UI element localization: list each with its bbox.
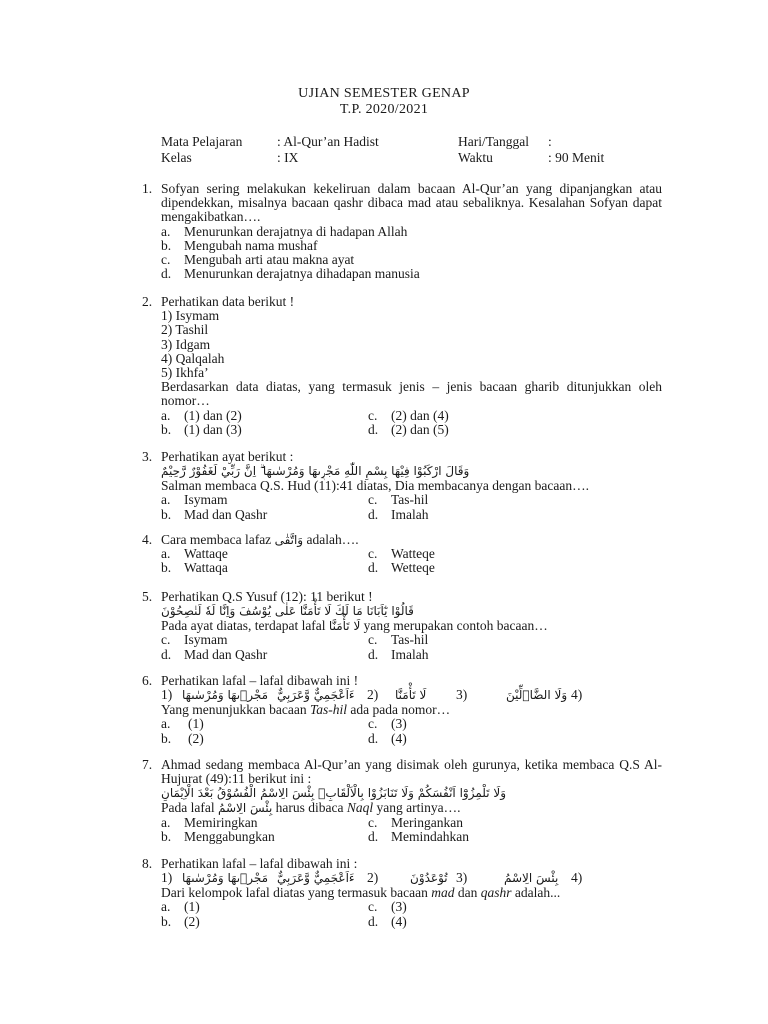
option-c: (3) bbox=[391, 716, 407, 732]
arabic-word: بِئْسَ الِاسْمُ bbox=[504, 871, 559, 886]
question-8: 8. Perhatikan lafal – lafal dibawah ini : 1) مَجْرٖىهَا وَمُرْسٰىهَا ءَاَعْجَمِيٌّ وَّعَرَبِيٌّ 2) تُوْعَدُوْنَ 3) بِئْسَ الِاسْمُ 4) Dari kelompok lafal diatas yang termasuk bacaan mad dan qashr adalah... a. (1) c. (3) b. (2) d. (4) bbox=[142, 856, 583, 929]
question-stem: Berdasarkan data diatas, yang termasuk jenis – jenis bacaan gharib ditunjukkan oleh nomor… bbox=[161, 379, 662, 409]
option-a: (1) dan (2) bbox=[184, 407, 242, 423]
time-value: : 90 Menit bbox=[548, 150, 605, 165]
option-row: b. Mengubah nama mushaf bbox=[161, 237, 318, 253]
class-value: : IX bbox=[277, 150, 299, 165]
question-6: 6. Perhatikan lafal – lafal dibawah ini ! 1) مَجْرٖىهَا وَمُرْسٰىهَا ءَاَعْجَمِيٌّ وَّعَرَبِيٌّ 2) لَا تَأْمَنَّا 3) وَلَا الضَّاۤلِّيْنَ 4) Yang menunjukkan bacaan Tas-hil ada pada nomor… a. (1) c. (3) b. (2) d. (4) bbox=[142, 673, 583, 746]
subject-label: Mata Pelajaran bbox=[161, 134, 243, 149]
question-number: 2. bbox=[142, 294, 153, 309]
question-4: 4. Cara membaca lafaz وَاتَّقٰى adalah…. a. Wattaqe c. Watteqe b. Wattaqa d. Wetteqe bbox=[142, 532, 435, 576]
question-number: 8. bbox=[142, 856, 153, 871]
exam-title: UJIAN SEMESTER GENAP bbox=[298, 86, 470, 101]
option-b: Wattaqa bbox=[184, 560, 228, 576]
arabic-verse: وَلَا تَلْمِزُوْٓا اَنْفُسَكُمْ وَلَا تَنَابَزُوْا بِالْاَلْقَابِۗ بِئْسَ الِاسْمُ الْفُسُوْقُ بَعْدَ الْاِيْمَانِ bbox=[161, 786, 507, 801]
question-number: 1. bbox=[142, 181, 153, 196]
arabic-word: ءَاَعْجَمِيٌّ وَّعَرَبِيٌّ bbox=[277, 688, 355, 703]
option-b: (2) bbox=[184, 913, 200, 929]
question-1 bbox=[142, 182, 662, 281]
exam-year: T.P. 2020/2021 bbox=[339, 102, 429, 117]
option-c: (2) dan (4) bbox=[391, 407, 449, 423]
question-number: 3. bbox=[142, 449, 153, 464]
option-c: Tas-hil bbox=[391, 632, 429, 648]
arabic-verse: قَالُوْا يٰٓاَبَانَا مَا لَكَ لَا تَأْمَنَّا عَلٰى يُوْسُفَ وَاِنَّا لَهٗ لَنٰصِحُوْنَ bbox=[161, 604, 414, 619]
question-7: 7. Ahmad sedang membaca Al-Qur’an yang disimak oleh gurunya, ketika membaca Q.S Al-Hujurat (49):11 berikut ini : وَلَا تَلْمِزُوْٓا اَنْفُسَكُمْ وَلَا تَنَابَزُوْا بِالْاَلْقَابِۗ بِئْسَ الِاسْمُ الْفُسُوْقُ بَعْدَ الْاِيْمَانِ Pada lafal بِئْسَ الِاسْمُ harus dibaca Naql yang artinya…. a. Memiringkan c. Meringankan b. Menggabungkan d. Memindahkan bbox=[142, 757, 662, 844]
question-stem: Cara membaca lafaz bbox=[161, 532, 272, 547]
option-d: Menurunkan derajatnya dihadapan manusia bbox=[184, 266, 420, 282]
option-a: Wattaqe bbox=[184, 546, 228, 562]
question-number: 5. bbox=[142, 589, 153, 604]
list-item: 2) Tashil bbox=[161, 322, 209, 338]
list-item: 3) Idgam bbox=[161, 336, 211, 352]
option-row: c. Mengubah arti atau makna ayat bbox=[161, 251, 355, 267]
day-value: : bbox=[548, 134, 552, 149]
list-item: 1) Isymam bbox=[161, 308, 220, 324]
question-2: 2. Perhatikan data berikut ! 1) Isymam 2) Tashil 3) Idgam 4) Qalqalah 5) Ikhfa’ Berdasarkan data diatas, yang termasuk jenis – jenis bacaan gharib ditunjukkan oleh nomor… a. (1) dan (2) c. (2) dan (4) b. (1) dan (3) d. (2) dan (5) bbox=[142, 294, 662, 437]
arabic-word: وَلَا الضَّاۤلِّيْنَ bbox=[506, 688, 568, 703]
option-d: Imalah bbox=[391, 646, 429, 662]
option-c: Tas-hil bbox=[391, 492, 429, 508]
day-label: Hari/Tanggal bbox=[458, 134, 530, 149]
option-b: Mad dan Qashr bbox=[184, 646, 268, 662]
arabic-word: وَاتَّقٰى bbox=[274, 533, 304, 547]
arabic-word: ءَاَعْجَمِيٌّ وَّعَرَبِيٌّ bbox=[277, 871, 355, 886]
option-b: (2) bbox=[188, 730, 204, 746]
option-a: Isymam bbox=[184, 632, 228, 648]
question-intro: Perhatikan lafal – lafal dibawah ini ! bbox=[161, 673, 359, 688]
option-c: Watteqe bbox=[391, 546, 435, 562]
question-stem: Ahmad sedang membaca Al-Qur’an yang disimak oleh gurunya, ketika membaca Q.S Al-Hujurat (49):11 berikut ini : bbox=[161, 757, 662, 787]
subject-value: : Al-Qur’an Hadist bbox=[277, 134, 379, 149]
arabic-word: مَجْرٖىهَا وَمُرْسٰىهَا bbox=[182, 688, 269, 703]
list-item: 4) Qalqalah bbox=[161, 350, 225, 366]
question-stem: Sofyan sering melakukan kekeliruan dalam bacaan Al-Qur’an yang dipanjangkan atau dipendekkan, misalnya bacaan qashr dibaca mad atau sebaliknya. Kesalahan Sofyan dapat mengakibatkan…. bbox=[161, 181, 662, 225]
option-d: Memindahkan bbox=[391, 828, 469, 844]
question-intro: Perhatikan lafal – lafal dibawah ini : bbox=[161, 856, 358, 871]
arabic-word: بِئْسَ الِاسْمُ bbox=[217, 801, 273, 816]
question-intro: Perhatikan data berikut ! bbox=[161, 294, 295, 309]
arabic-word: مَجْرٖىهَا وَمُرْسٰىهَا bbox=[182, 871, 269, 886]
list-item: 5) Ikhfa’ bbox=[161, 364, 209, 380]
option-c: (3) bbox=[391, 899, 407, 915]
class-label: Kelas bbox=[161, 150, 192, 165]
option-a: (1) bbox=[184, 899, 200, 915]
option-a: (1) bbox=[188, 716, 204, 732]
question-number: 7. bbox=[142, 757, 153, 772]
option-b: Mad dan Qashr bbox=[184, 506, 268, 522]
arabic-word: لَا تَأْمَنَّا bbox=[328, 619, 361, 634]
arabic-verse: وَقَالَ ارْكَبُوْا فِيْهَا بِسْمِ اللّٰهِ مَجْرٖىهَا وَمُرْسٰىهَا ۗ اِنَّ رَبِّيْ لَغَفُوْرٌ رَّحِيْمٌ bbox=[161, 464, 470, 479]
question-number: 4. bbox=[142, 532, 153, 547]
question-stem: Salman membaca Q.S. Hud (11):41 diatas, Dia membacanya dengan bacaan…. bbox=[161, 478, 589, 494]
question-stem: Pada ayat diatas, terdapat lafal bbox=[161, 618, 326, 634]
time-label: Waktu bbox=[458, 150, 493, 165]
arabic-word: لَا تَأْمَنَّا bbox=[395, 688, 427, 703]
option-d: (4) bbox=[391, 913, 407, 929]
question-5: 5. Perhatikan Q.S Yusuf (12): 11 berikut ! قَالُوْا يٰٓاَبَانَا مَا لَكَ لَا تَأْمَنَّا عَلٰى يُوْسُفَ وَاِنَّا لَهٗ لَنٰصِحُوْنَ Pada ayat diatas, terdapat lafal لَا تَأْمَنَّا yang merupakan contoh bacaan… c. Isymam c. Tas-hil d. Mad dan Qashr d. Imalah bbox=[142, 589, 548, 662]
option-b: Menggabungkan bbox=[184, 828, 275, 844]
option-c: Mengubah arti atau makna ayat bbox=[184, 251, 355, 267]
option-a: Menurunkan derajatnya di hadapan Allah bbox=[184, 223, 408, 239]
question-stem: Yang menunjukkan bacaan bbox=[161, 702, 307, 718]
option-b: (1) dan (3) bbox=[184, 421, 242, 437]
option-d: Imalah bbox=[391, 506, 429, 522]
option-row: a. Menurunkan derajatnya di hadapan Allah bbox=[161, 223, 408, 239]
option-d: (2) dan (5) bbox=[391, 421, 449, 437]
option-d: Wetteqe bbox=[391, 560, 435, 576]
option-d: (4) bbox=[391, 730, 407, 746]
option-row: d. Menurunkan derajatnya dihadapan manusia bbox=[161, 266, 420, 282]
question-3: 3. Perhatikan ayat berikut : وَقَالَ ارْكَبُوْا فِيْهَا بِسْمِ اللّٰهِ مَجْرٖىهَا وَمُرْسٰىهَا ۗ اِنَّ رَبِّيْ لَغَفُوْرٌ رَّحِيْمٌ Salman membaca Q.S. Hud (11):41 diatas, Dia membacanya dengan bacaan…. a. Isymam c. Tas-hil b. Mad dan Qashr d. Imalah bbox=[142, 449, 589, 522]
question-number: 6. bbox=[142, 673, 153, 688]
question-stem: Dari kelompok lafal diatas yang termasuk bacaan bbox=[161, 885, 428, 901]
arabic-word: تُوْعَدُوْنَ bbox=[410, 871, 448, 886]
question-intro: Perhatikan Q.S Yusuf (12): 11 berikut ! bbox=[161, 589, 373, 604]
question-intro: Perhatikan ayat berikut : bbox=[161, 449, 294, 464]
option-b: Mengubah nama mushaf bbox=[184, 237, 318, 253]
option-a: Isymam bbox=[184, 492, 228, 508]
option-c: Meringankan bbox=[391, 814, 463, 830]
option-a: Memiringkan bbox=[184, 814, 258, 830]
